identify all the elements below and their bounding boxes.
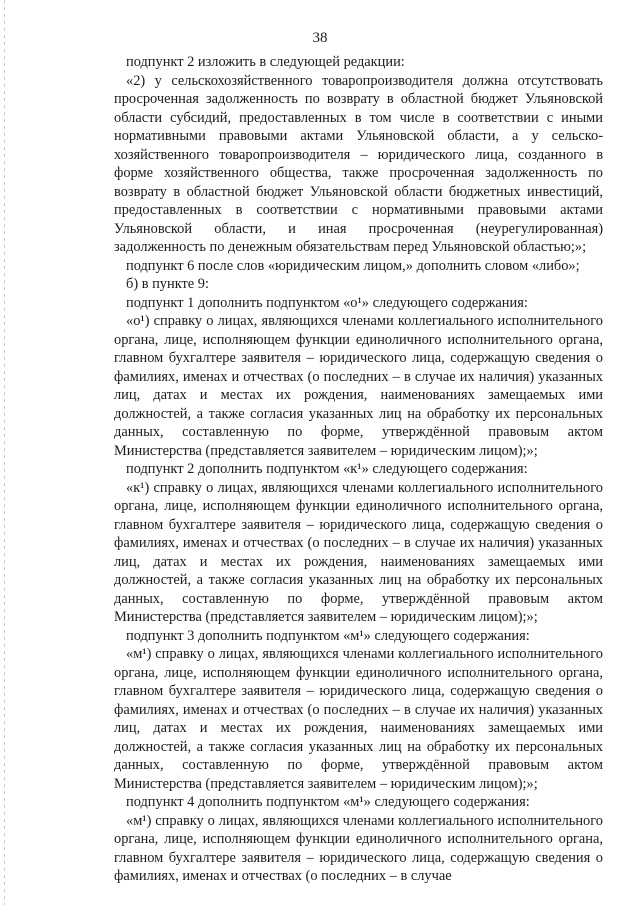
paragraph-7: подпункт 2 дополнить подпунктом «к¹» следующего содержания: bbox=[126, 461, 528, 477]
paragraph-6: «о¹) справку о лицах, являющихся членами коллегиального исполнительного органа, лице, исполняющем функции единоличного исполнительного органа, главном бухгалтере заявителя – юридического лица, содержащую сведения о фамилиях, именах и отчествах (о последних – в случае их наличия) указанных лиц, датах и местах их рождения, наименованиях замещаемых ими должностей, а также согласия указанных лиц на обработку их персональных данных, составленную по форме, утверждённой правовым актом Министерства (представляется заявителем – юридическим лицом);»; bbox=[114, 313, 603, 459]
paragraph-5: подпункт 1 дополнить подпунктом «о¹» следующего содержания: bbox=[126, 294, 528, 311]
scan-edge-mark bbox=[4, 0, 5, 905]
paragraph-3: подпункт 6 после слов «юридическим лицом,» дополнить словом «либо»; bbox=[126, 257, 580, 274]
page-number: 38 bbox=[312, 30, 328, 46]
paragraph-8: «к¹) справку о лицах, являющихся членами коллегиального исполнительного органа, лице, исполняющем функции единоличного исполнительного органа, главном бухгалтере заявителя – юридического лица, содержащую сведения о фамилиях, именах и отчествах (о последних – в случае их наличия) указанных лиц, датах и местах их рождения, наименованиях замещаемых ими должностей, а также согласия указанных лиц на обработку их персональных данных, составленную по форме, утверждённой правовым актом Министерства (представляется заявителем – юридическим лицом);»; bbox=[114, 479, 603, 625]
paragraph-12: «м¹) справку о лицах, являющихся членами коллегиального исполнительного органа, лице, исполняющем функции единоличного исполнительного органа, главном бухгалтере заявителя – юридического лица, содержащую сведения о фамилиях, именах и отчествах (о последних – в случае bbox=[114, 812, 603, 884]
paragraph-9: подпункт 3 дополнить подпунктом «м¹» следующего содержания: bbox=[126, 627, 530, 644]
paragraph-1: подпункт 2 изложить в следующей редакции: bbox=[126, 54, 405, 70]
paragraph-11: подпункт 4 дополнить подпунктом «м¹» следующего содержания: bbox=[126, 794, 530, 810]
document-body bbox=[114, 53, 603, 886]
paragraph-4: б) в пункте 9: bbox=[126, 276, 209, 292]
paragraph-2: «2) у сельскохозяйственного товаропроизводителя должна отсутствовать просроченная задолженность по возврату в областной бюджет Ульяновской области субсидий, предоставленных в том числе в соответствии с иными нормативными правовыми актами Ульяновской области, а у сельско-хозяйственного товаропроизводителя – юридического лица, созданного в форме хозяйственного общества, также просроченная задолженность по возврату в областной бюджет Ульяновской области бюджетных инвестиций, предоставленных в соответствии с нормативными правовыми актами Ульяновской области, и иная просроченная (неурегулированная) задолженность по денежным обязательствам перед Ульяновской областью;»; bbox=[114, 72, 603, 255]
paragraph-10: «м¹) справку о лицах, являющихся членами коллегиального исполнительного органа, лице, исполняющем функции единоличного исполнительного органа, главном бухгалтере заявителя – юридического лица, содержащую сведения о фамилиях, именах и отчествах (о последних – в случае их наличия) указанных лиц, датах и местах их рождения, наименованиях замещаемых ими должностей, а также согласия указанных лиц на обработку их персональных данных, составленную по форме, утверждённой правовым актом Министерства (представляется заявителем – юридическим лицом);»; bbox=[114, 646, 603, 792]
